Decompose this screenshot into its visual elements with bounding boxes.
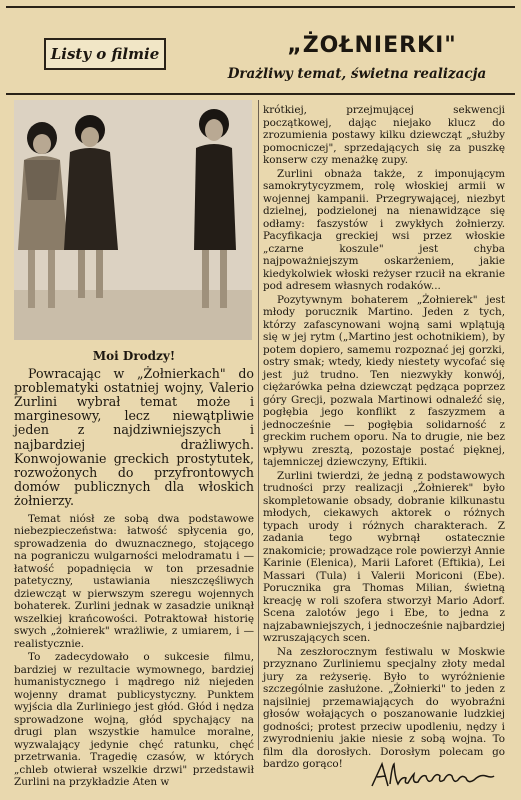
body-paragraph: Zurlini obnaża także, z imponującym samokrytycyzmem, rolę włoskiej armii w wojennej kampanii. Przegrywającej, niezbyt dzielnej, podzielonej na nienawidzące się odłamy: faszystów i zwykłych żołnierzy. Pacyfikacja greckiej wsi przez włoskie „czarne koszule" jest chyba najpoważniejszym oskarżeniem, jakie kiedykolwiek włoski reżyser rzucił na ekranie pod adresem własnych rodaków...	[263, 167, 505, 292]
body-paragraph: Pozytywnym bohaterem „Żołnierek" jest młody porucznik Martino. Jeden z tych, którzy zafascynowani wojną sami wplątują się w jej rytm („Martino jest ochotnikiem), by potem dopiero, samemu rozpoznać jej gorzki, ostry smak; wtedy, kiedy niestety wycofać się jest już trudno. Ten niezwykły konwój, ciężarówka pełna dziewcząt pędząca poprzez góry Grecji, pozwala Martinowi odnaleźć się, pogłębia jego konflikt z faszyzmem a jednocześnie — pogłębia solidarność z greckim ruchem oporu. Na to drugie, nie bez wpływu zresztą, pozostaje postać pięknej, tajemniczej dziewczyny, Eftikii.	[263, 293, 505, 468]
salutation: Moi Drodzy!	[92, 349, 176, 363]
article-right-column	[263, 104, 505, 772]
body-paragraph: krótkiej, przejmującej sekwencji początkowej, dając niejako klucz do zrozumienia postawy kilku dziewcząt „służby pomocniczej", sprzedających się za puszkę konserw czy menażkę zupy.	[263, 104, 505, 166]
article-left-column	[14, 344, 254, 790]
film-still-illustration	[14, 100, 252, 340]
section-label: Listy o filmie	[44, 38, 166, 70]
article-header	[6, 9, 515, 93]
handwritten-signature	[368, 758, 498, 792]
film-still-photo	[14, 100, 252, 340]
top-rule	[6, 6, 515, 8]
body-paragraph: Temat niósł ze sobą dwa podstawowe niebezpieczeństwa: łatwość spłycenia go, sprowadzenia do dwuznacznego, stojącego na pograniczu wulgarności melodramatu i — łatwość popadnięcia w ton przesadnie patetyczny, ustawiania nieszczęśliwych dziewcząt w pierwszym szeregu wojennych bohaterek. Zurlini jednak w zasadzie uniknął wszelkiej krańcowości. Potraktował historię swych „żołnierek" wrażliwie, z umiarem, i — realistycznie.	[14, 512, 254, 650]
body-paragraph: Zurlini twierdzi, że jedną z podstawowych trudności przy realizacji „Żołnierek" było skompletowanie obsady, dobranie kilkunastu młodych, ciekawych aktorek o różnych typach urody i różnych charakterach. Z zadania tego wybrnął ostatecznie znakomicie; prowadzące role powierzył Annie Karinie (Elenica), Marii Laforet (Eftikia), Lei Massari (Tula) i Valerii Moriconi (Ebe). Porucznika gra Thomas Milian, świetną kreację w roli szofera stworzył Mario Adorf. Scena zalotów jego i Ebe, to jedna z najzabawniejszych, i jednocześnie najbardziej wzruszających scen.	[263, 469, 505, 644]
body-paragraph: Na zeszłorocznym festiwalu w Moskwie przyznano Zurliniemu specjalny złoty medal jury za reżyserię. Było to wyróżnienie szczególnie zasłużone. „Żołnierki" to jeden z najsilniej przemawiających do wyobraźni głosów wołających o poszanowanie ludzkiej godności; protest przeciw upodleniu, nędzy i zwyrodnieniu jakie niesie z sobą wojna. To film dla dorosłych. Dorosłym polecam go bardzo gorąco!	[263, 645, 505, 770]
body-paragraph: To zadecydowało o sukcesie filmu, bardziej w rezultacie wymownego, bardziej humanistycznego i mądrego niż niejeden wojenny dramat publicystyczny. Punktem wyjścia dla Zurliniego jest głód. Głód i nędza sprowadzone wojną, głód spychający na drugi plan wszystkie hamulce moralne, wyzwalający jedynie chęć ratunku, chęć przetrwania. Tragedię czasów, w których „chleb otwierał wszelkie drzwi" przedstawił Zurlini na przykładzie Aten w	[14, 651, 254, 789]
header-rule	[6, 93, 515, 95]
article-title: „ŻOŁNIERKI"	[287, 33, 457, 58]
signature-drawing	[368, 758, 498, 792]
article-subtitle: Drażliwy temat, świetna realizacja	[227, 66, 487, 82]
column-divider	[258, 100, 259, 750]
lead-paragraph: Powracając w „Żołnierkach" do problematyki ostatniej wojny, Valerio Zurlini wybrał temat może i marginesowy, lecz niewątpliwie jeden z najdziwniejszych i najbardziej drażliwych. Konwojowanie greckich prostytutek, rozwożonych do przyfrontowych domów publicznych dla włoskich żołnierzy.	[14, 365, 254, 509]
